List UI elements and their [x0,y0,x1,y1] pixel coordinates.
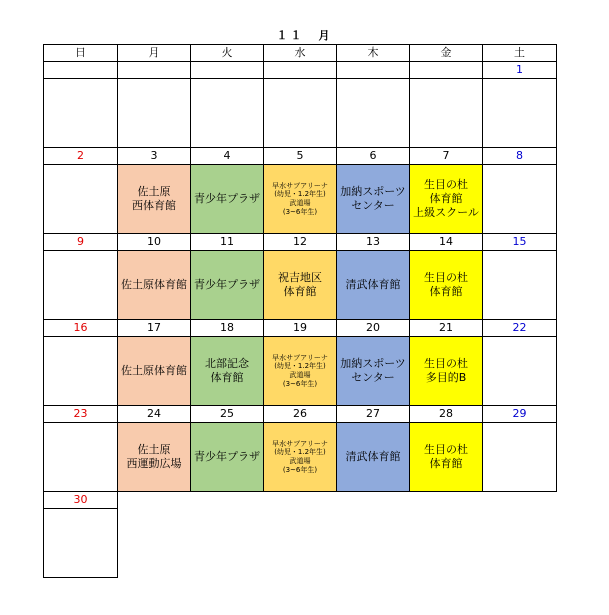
empty-cell [264,492,337,509]
venue-cell [264,337,337,406]
venue-cell [264,423,337,492]
day-cell [44,251,118,320]
date-number: 23 [44,406,118,423]
empty-cell [410,509,483,578]
date-number: 18 [191,320,264,337]
empty-cell [410,492,483,509]
date-row [44,148,557,165]
venue-cell [118,423,191,492]
venue-line: センター [351,199,395,212]
empty-cell [483,492,557,509]
venue-cell [337,337,410,406]
venue-line: 青少年プラザ [194,449,260,463]
calendar-grid [43,44,557,578]
empty-cell [191,509,264,578]
venue-line: 早水サブアリーナ [272,181,328,190]
venue-line: 生目の杜 [424,442,468,456]
venue-line: センター [351,371,395,384]
day-body-row [44,165,557,234]
weekday-mon: 月 [118,45,191,62]
date-number [264,62,337,79]
venue-line: 西運動広場 [126,457,182,470]
day-body-row [44,251,557,320]
venue-line: 武道場 [289,371,311,379]
venue-line: 体育館 [283,285,317,298]
venue-line: 体育館 [210,371,244,384]
venue-line: 多目的B [425,371,467,384]
venue-line: (幼児・1.2年生) [274,190,326,199]
venue-cell [191,337,264,406]
venue-line: (3~6年生) [282,465,318,474]
day-cell [44,79,118,148]
venue-cell [410,165,483,234]
weekday-fri: 金 [410,45,483,62]
venue-line: 青少年プラザ [194,277,260,291]
day-cell [118,79,191,148]
date-number: 22 [483,320,557,337]
venue-cell [337,165,410,234]
venue-line: (3~6年生) [282,379,318,388]
date-number: 21 [410,320,483,337]
venue-line: 体育館 [429,191,463,205]
empty-cell [118,492,191,509]
venue-cell [264,165,337,234]
date-number: 28 [410,406,483,423]
day-cell [44,509,118,578]
date-number: 17 [118,320,191,337]
day-body-row [44,337,557,406]
date-number: 3 [118,148,191,165]
venue-line: 生目の杜 [424,356,468,370]
venue-cell [410,251,483,320]
day-cell [483,423,557,492]
venue-line: 加納スポーツ [340,356,406,370]
venue-line: 清武体育館 [345,449,401,463]
day-cell [483,79,557,148]
day-cell [483,337,557,406]
date-number: 27 [337,406,410,423]
date-row [44,320,557,337]
venue-cell [191,423,264,492]
venue-line: 武道場 [289,199,311,207]
venue-cell [337,423,410,492]
venue-line: 佐土原 [137,442,171,456]
empty-cell [191,492,264,509]
venue-line: 佐土原体育館 [121,277,187,291]
date-number: 24 [118,406,191,423]
venue-line: 祝吉地区 [278,270,322,284]
date-number: 15 [483,234,557,251]
venue-cell [337,251,410,320]
venue-line: 生目の杜 [424,177,468,191]
day-cell [44,337,118,406]
day-cell [410,79,483,148]
date-row [44,234,557,251]
date-row [44,492,557,509]
day-body-row [44,79,557,148]
day-cell [44,423,118,492]
empty-cell [264,509,337,578]
empty-cell [118,509,191,578]
date-number [118,62,191,79]
venue-cell [118,337,191,406]
venue-line: 体育館 [429,285,463,298]
venue-line: 清武体育館 [345,277,401,291]
venue-cell [264,251,337,320]
venue-line: 加納スポーツ [340,184,406,198]
day-cell [483,251,557,320]
weekday-header-row [44,45,557,62]
weekday-thu: 木 [337,45,410,62]
date-number: 10 [118,234,191,251]
date-number: 26 [264,406,337,423]
date-number: 5 [264,148,337,165]
weekday-tue: 火 [191,45,264,62]
weekday-sun: 日 [44,45,118,62]
venue-cell [410,337,483,406]
venue-line: 北部記念 [205,356,249,370]
venue-line: (幼児・1.2年生) [274,448,326,457]
date-number: 9 [44,234,118,251]
empty-cell [337,509,410,578]
venue-line: 体育館 [429,457,463,470]
calendar-title: １１ 月 [276,29,333,42]
date-number: 8 [483,148,557,165]
venue-line: 早水サブアリーナ [272,353,328,362]
venue-cell [118,165,191,234]
date-number: 1 [483,62,557,79]
venue-line: 佐土原体育館 [121,363,187,377]
date-number [44,62,118,79]
day-cell [191,79,264,148]
date-number: 12 [264,234,337,251]
empty-cell [483,509,557,578]
date-number: 4 [191,148,264,165]
venue-line: 上級スクール [413,206,479,220]
venue-cell [191,251,264,320]
venue-line: 佐土原 [137,184,171,198]
date-number: 19 [264,320,337,337]
date-number: 13 [337,234,410,251]
venue-cell [191,165,264,234]
venue-line: 武道場 [289,457,311,465]
date-number: 14 [410,234,483,251]
empty-cell [337,492,410,509]
day-body-row [44,509,557,578]
day-cell [483,165,557,234]
date-number: 29 [483,406,557,423]
day-cell [337,79,410,148]
venue-line: (幼児・1.2年生) [274,362,326,371]
date-number: 2 [44,148,118,165]
venue-line: 青少年プラザ [194,191,260,205]
date-number: 6 [337,148,410,165]
venue-cell [410,423,483,492]
venue-line: 早水サブアリーナ [272,439,328,448]
venue-line: 西体育館 [132,199,176,212]
date-number [337,62,410,79]
date-number: 11 [191,234,264,251]
date-row [44,406,557,423]
date-number: 25 [191,406,264,423]
venue-cell [118,251,191,320]
date-number: 16 [44,320,118,337]
date-row [44,62,557,79]
venue-line: (3~6年生) [282,207,318,216]
venue-line: 生目の杜 [424,270,468,284]
date-number [191,62,264,79]
weekday-sat: 土 [483,45,557,62]
day-cell [44,165,118,234]
date-number: 30 [44,492,118,509]
day-cell [264,79,337,148]
date-number: 20 [337,320,410,337]
date-number [410,62,483,79]
day-body-row [44,423,557,492]
date-number: 7 [410,148,483,165]
weekday-wed: 水 [264,45,337,62]
